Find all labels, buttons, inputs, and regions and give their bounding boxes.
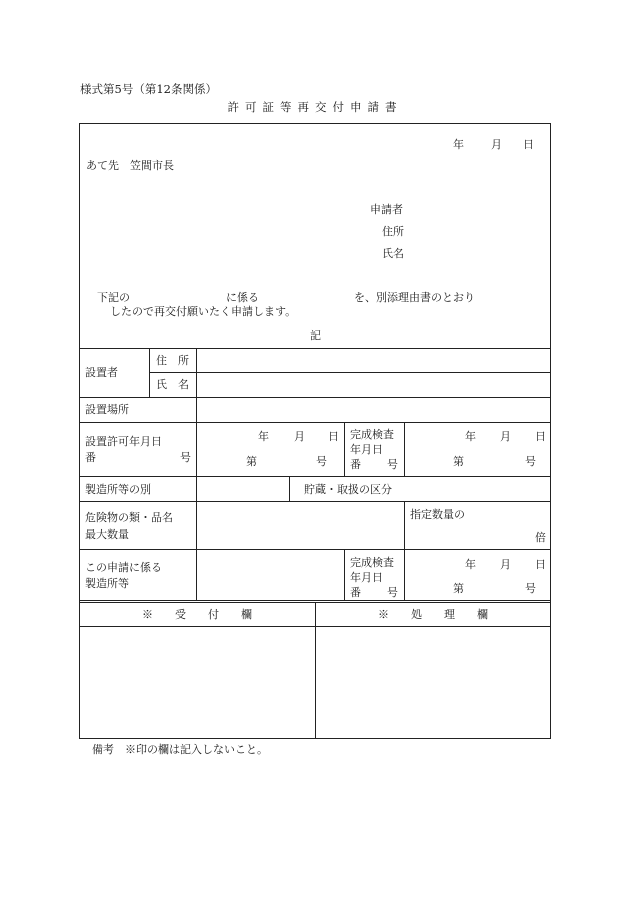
applicant-label: 申請者 bbox=[370, 203, 403, 216]
form-title: 許可証等再交付申請書 bbox=[227, 100, 403, 114]
facility-field[interactable] bbox=[198, 553, 342, 597]
facility-type-label: 製造所等の別 bbox=[85, 483, 151, 496]
facility-completion-3-ban: 番 bbox=[350, 586, 361, 599]
rule-v-facility2-mid bbox=[344, 549, 345, 601]
applicant-name-label: 氏名 bbox=[382, 247, 404, 260]
hazard-field[interactable] bbox=[198, 505, 400, 545]
applicant-name-field[interactable] bbox=[410, 245, 546, 263]
facility-dai-label: 第 bbox=[453, 582, 464, 595]
applicant-address-field[interactable] bbox=[410, 223, 546, 241]
rule-v-installer bbox=[149, 348, 150, 397]
completion-go-label: 号 bbox=[525, 455, 536, 468]
body-text-1: 下記の bbox=[97, 291, 130, 304]
facility-completion-number-field[interactable] bbox=[468, 579, 522, 597]
rule-v-permit-right bbox=[404, 422, 405, 476]
rule-v-permit-mid bbox=[344, 422, 345, 476]
completion-number-field[interactable] bbox=[468, 452, 522, 470]
storage-class-label: 貯蔵・取扱の区分 bbox=[304, 483, 392, 496]
ki-label: 記 bbox=[310, 329, 321, 342]
facility-completion-3-go: 号 bbox=[387, 586, 398, 599]
facility-completion-2: 年月日 bbox=[350, 571, 383, 584]
permit-day-label: 日 bbox=[328, 430, 339, 443]
facility-label-2: 製造所等 bbox=[85, 577, 129, 590]
completion-label-3 bbox=[350, 459, 398, 470]
facility-year-label: 年 bbox=[465, 558, 476, 571]
date-month-label: 月 bbox=[491, 138, 502, 151]
permit-number-field[interactable] bbox=[260, 452, 312, 470]
rule-v-receipt bbox=[315, 602, 316, 739]
facility-day-label: 日 bbox=[535, 558, 546, 571]
storage-class-field[interactable] bbox=[406, 480, 548, 498]
permit-number-label bbox=[85, 452, 191, 463]
permit-date-label: 設置許可年月日 bbox=[85, 435, 162, 448]
facility-label-1: この申請に係る bbox=[85, 561, 162, 574]
installer-address-field[interactable] bbox=[198, 351, 548, 369]
designated-qty-field[interactable] bbox=[430, 527, 530, 545]
install-location-field[interactable] bbox=[198, 401, 548, 419]
date-day-label: 日 bbox=[523, 138, 534, 151]
rule-location-bottom bbox=[79, 422, 551, 423]
installer-name-label: 氏 名 bbox=[156, 378, 189, 391]
processing-column-header: ※ 処 理 欄 bbox=[378, 608, 488, 621]
body-text-4: したので再交付願いたく申請します。 bbox=[110, 305, 297, 318]
completion-year-label: 年 bbox=[465, 430, 476, 443]
rule-permit-bottom bbox=[79, 476, 551, 477]
rule-v-facility2-right bbox=[404, 549, 405, 601]
permit-go-label: 号 bbox=[316, 455, 327, 468]
facility-month-label: 月 bbox=[500, 558, 511, 571]
hazard-label-1: 危険物の類・品名 bbox=[85, 511, 173, 524]
completion-dai-label: 第 bbox=[453, 455, 464, 468]
body-text-3: を、別添理由書のとおり bbox=[354, 291, 475, 304]
completion-label-3-go: 号 bbox=[387, 458, 398, 471]
rule-v-label bbox=[196, 348, 197, 601]
date-year-label: 年 bbox=[453, 138, 464, 151]
permit-dai-label: 第 bbox=[246, 455, 257, 468]
completion-day-label: 日 bbox=[535, 430, 546, 443]
completion-month-label: 月 bbox=[500, 430, 511, 443]
completion-label-1: 完成検査 bbox=[350, 428, 394, 441]
facility-type-field[interactable] bbox=[198, 480, 286, 498]
form-number: 様式第5号（第12条関係） bbox=[80, 82, 217, 96]
hazard-label-2: 最大数量 bbox=[85, 528, 129, 541]
facility-go-label: 号 bbox=[525, 582, 536, 595]
permit-date-field[interactable] bbox=[200, 427, 340, 445]
installer-address-label: 住 所 bbox=[156, 354, 189, 367]
facility-completion-date-field[interactable] bbox=[408, 555, 548, 573]
permit-number-label-go: 号 bbox=[180, 451, 191, 464]
receipt-column-header: ※ 受 付 欄 bbox=[142, 608, 252, 621]
rule-installer-mid bbox=[149, 372, 551, 373]
rule-v-facility-mid bbox=[289, 476, 290, 501]
body-text-2: に係る bbox=[226, 291, 259, 304]
permit-month-label: 月 bbox=[294, 430, 305, 443]
completion-date-field[interactable] bbox=[408, 427, 548, 445]
processing-area bbox=[317, 628, 549, 736]
installer-name-field[interactable] bbox=[198, 376, 548, 394]
completion-label-2: 年月日 bbox=[350, 443, 383, 456]
footnote: 備考 ※印の欄は記入しないこと。 bbox=[92, 743, 268, 756]
rule-v-hazard bbox=[404, 501, 405, 549]
installer-label: 設置者 bbox=[85, 366, 118, 379]
times-label: 倍 bbox=[535, 531, 546, 544]
receipt-area bbox=[81, 628, 313, 736]
permit-number-label-ban: 番 bbox=[85, 451, 96, 464]
completion-label-3-ban: 番 bbox=[350, 458, 361, 471]
rule-facility2-bottom bbox=[79, 600, 551, 601]
applicant-address-label: 住所 bbox=[382, 225, 404, 238]
facility-completion-3 bbox=[350, 587, 398, 598]
install-location-label: 設置場所 bbox=[85, 403, 129, 416]
permit-year-label: 年 bbox=[258, 430, 269, 443]
addressee: あて先 笠間市長 bbox=[86, 159, 174, 172]
rule-installer-bottom bbox=[79, 397, 551, 398]
facility-completion-1: 完成検査 bbox=[350, 556, 394, 569]
rule-hazard-bottom bbox=[79, 549, 551, 550]
designated-qty-label: 指定数量の bbox=[410, 508, 465, 521]
rule-facility-bottom bbox=[79, 501, 551, 502]
application-date-field[interactable] bbox=[400, 136, 550, 154]
